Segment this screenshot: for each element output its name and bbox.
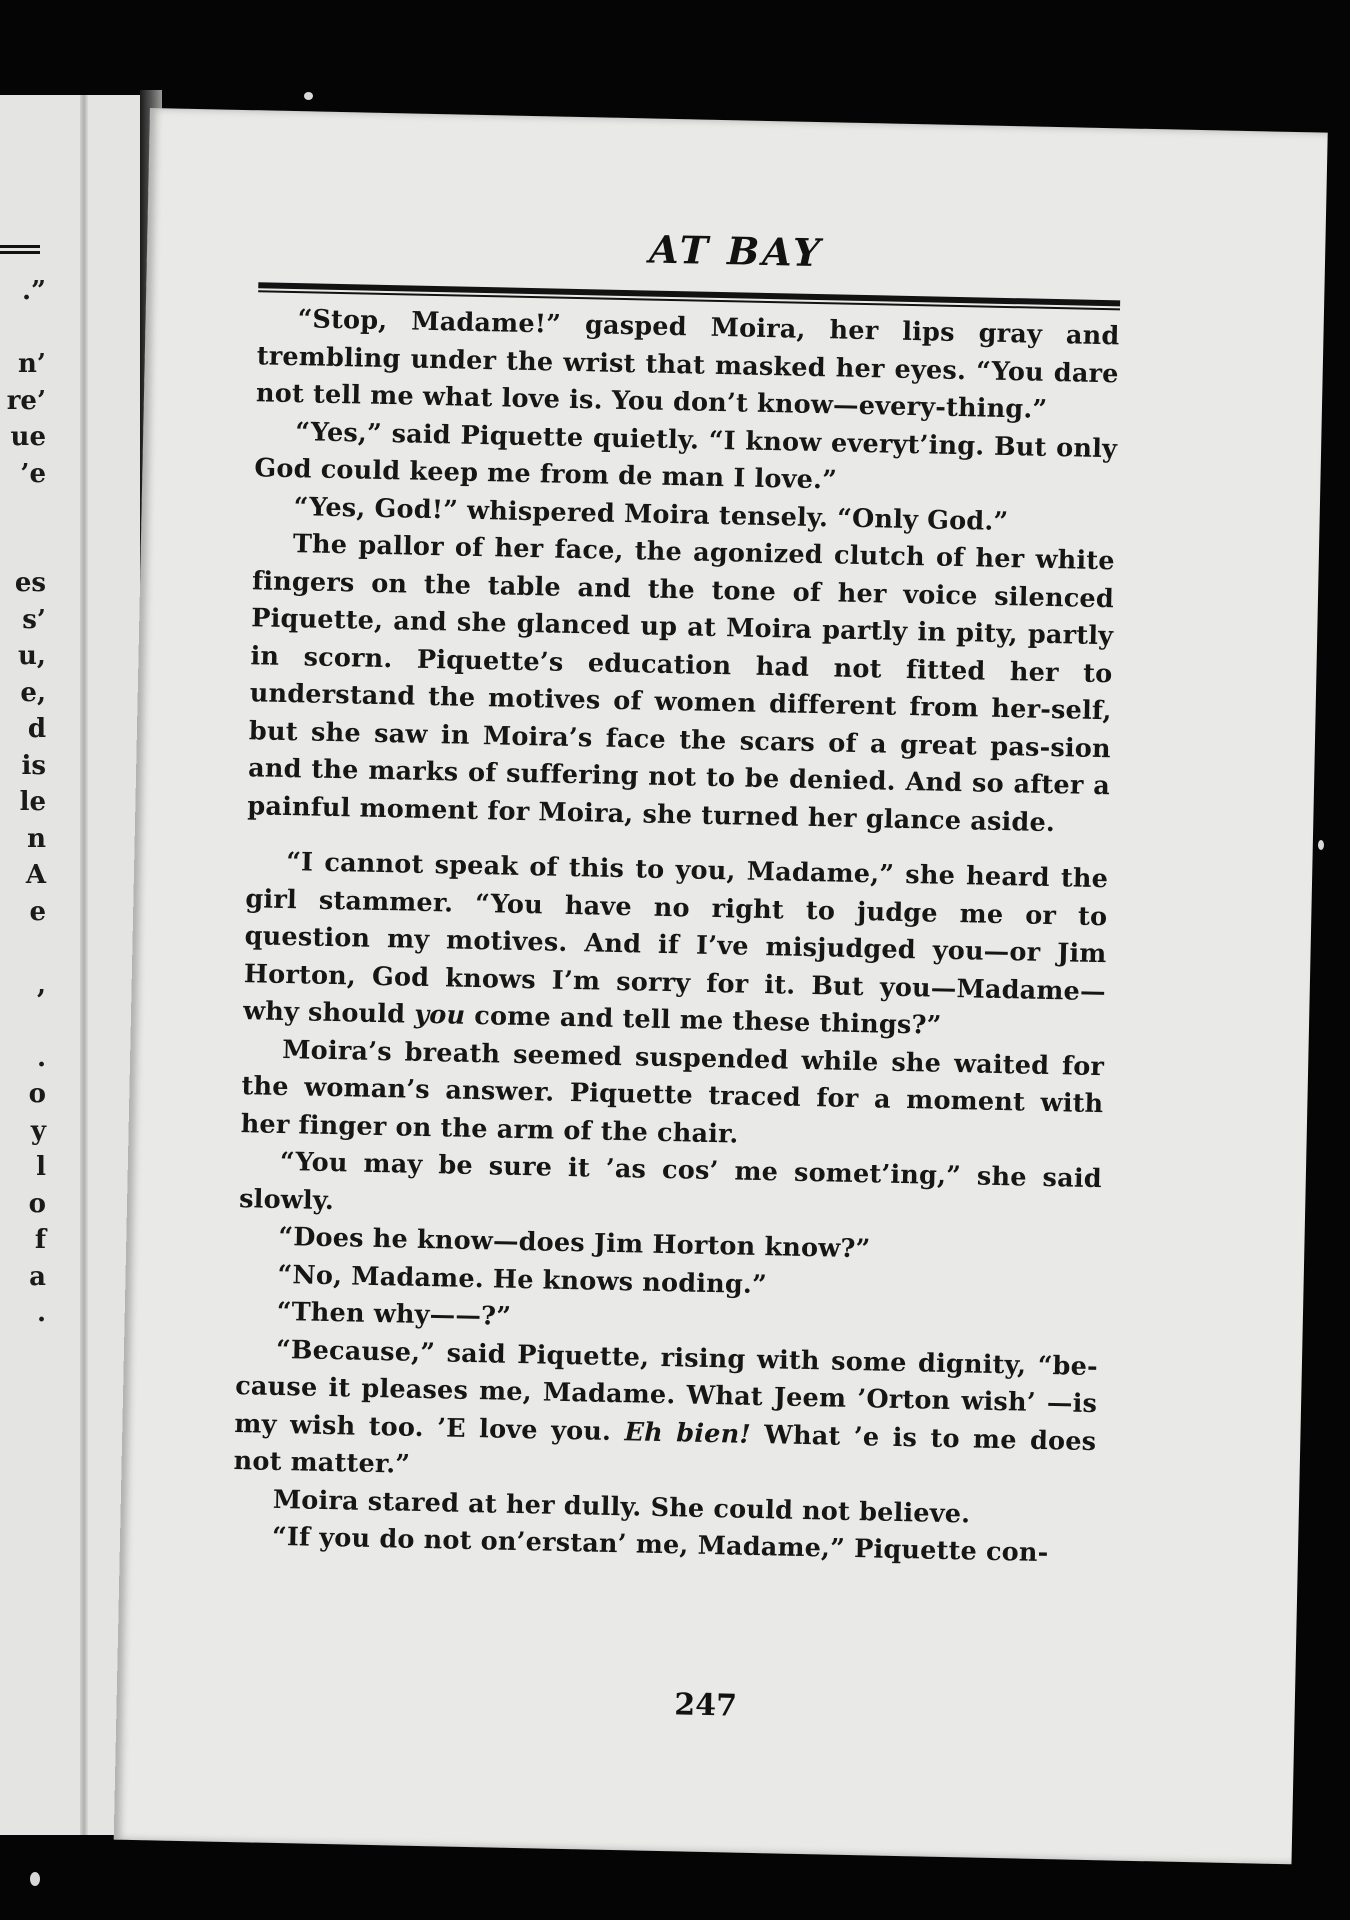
facing-page-rule [0, 245, 40, 254]
page-body-text [232, 300, 1120, 1573]
facing-page-fragment: n [27, 823, 46, 854]
facing-page-fragment: y [30, 1115, 46, 1146]
facing-page-fragment: u, [18, 641, 46, 671]
facing-page-fragment: , [36, 969, 46, 1000]
facing-page-fragment [0, 492, 46, 529]
facing-page-fragment [0, 310, 46, 347]
facing-page-fragment: ue [10, 422, 46, 452]
facing-page-fragment: is [21, 750, 46, 781]
facing-page-fragment [0, 529, 46, 566]
facing-page-fragment: . [36, 1042, 46, 1073]
paragraph-text: “You may be sure it ’as cos’ me somet’ing,” she said slowly. [238, 1146, 1103, 1216]
facing-page-fragment: s’ [22, 604, 46, 635]
facing-page-fragment: e [29, 896, 46, 927]
paragraph-text: “Does he know—does Jim Horton know?” [278, 1221, 871, 1265]
facing-page-edge [80, 95, 88, 1835]
facing-page-fragment: A [25, 860, 46, 890]
paragraph-text: What ’e is to me does not matter.” [233, 1419, 1097, 1480]
facing-page-fragment: e, [20, 677, 46, 708]
facing-page-fragment: . [36, 1298, 46, 1328]
dust-speck [30, 1872, 40, 1886]
paragraph-text: Moira’s breath seemed suspended while she waited for the woman’s answer. Piquette traced for a moment with her finger on the arm of the chair. [240, 1034, 1105, 1150]
paragraph-text: “If you do not on’erstan’ me, Madame,” Piquette con- [271, 1521, 1049, 1569]
facing-page-fragment: o [28, 1188, 46, 1219]
facing-page-fragment: d [27, 714, 46, 744]
paragraph-text: Moira stared at her dully. She could not believe. [272, 1484, 971, 1529]
dust-speck [304, 92, 313, 100]
paragraph-text: “No, Madame. He knows noding.” [277, 1259, 768, 1300]
paragraph [240, 1031, 1104, 1162]
italic-text: Eh bien! [624, 1416, 752, 1450]
running-head: AT BAY [648, 226, 824, 276]
facing-page-fragment: a [29, 1261, 46, 1292]
paragraph-text: “I cannot speak of this to you, Madame,” she heard the girl stammer. “You have no right to judge me or to question my motives. And if I’ve misjudged you—or Jim Horton, God knows I’m sorry for it. But you—Madame—why should [242, 847, 1109, 1030]
facing-page-fragment: l [36, 1152, 46, 1182]
facing-page-text-fragments [0, 273, 46, 1332]
facing-page-fragment: le [19, 787, 46, 817]
paragraph-text: The pallor of her face, the agonized clutch of her white fingers on the table and the tone of her voice silenced Piquette, and she glanced up at Moira partly in pity, partly in scorn. Piquette’s education had not fitted her to understand the motives of women different from her-self, but she saw in Moira’s face the scars of a great pas-sion and the marks of suffering not to be denied. And so after a painful moment for Moira, she turned her glance aside. [247, 529, 1116, 838]
dust-speck [1318, 840, 1324, 850]
paragraph [243, 843, 1109, 1049]
paragraph-text: come and tell me these things?” [464, 1000, 942, 1041]
paragraph [247, 525, 1115, 843]
facing-page-fragment: o [28, 1079, 46, 1109]
facing-page-fragment [0, 930, 46, 967]
facing-page-fragment: f [34, 1225, 46, 1255]
paragraph-text: “Yes,” said Piquette quietly. “I know everyt’ing. But only God could keep me from de man I love.” [254, 416, 1118, 496]
paragraph-text: “Then why——?” [276, 1296, 512, 1332]
italic-text: you [413, 999, 466, 1031]
page-number: 247 [673, 1687, 738, 1724]
facing-page-fragment: .” [21, 276, 46, 306]
paragraph-text: “Stop, Madame!” gasped Moira, her lips gray and trembling under the wrist that masked her eyes. “You dare not tell me what love is. You don’t know—every-thing.” [255, 304, 1120, 425]
facing-page-fragment: n’ [18, 349, 46, 379]
facing-page-fragment: es [14, 568, 46, 598]
book-page [114, 108, 1328, 1864]
facing-page-fragment: re’ [6, 385, 46, 416]
facing-page-fragment: ’e [20, 458, 46, 489]
paragraph [256, 300, 1120, 431]
paragraph [233, 1331, 1098, 1499]
facing-page-fragment [0, 1003, 46, 1040]
paragraph-text: “Because,” said Piquette, rising with some dignity, “be-cause it pleases me, Madame. What Jeem ’Orton wish’ —is my wish too. ’E love you. [234, 1334, 1099, 1447]
paragraph-text: “Yes, God!” whispered Moira tensely. “Only God.” [293, 491, 1009, 537]
